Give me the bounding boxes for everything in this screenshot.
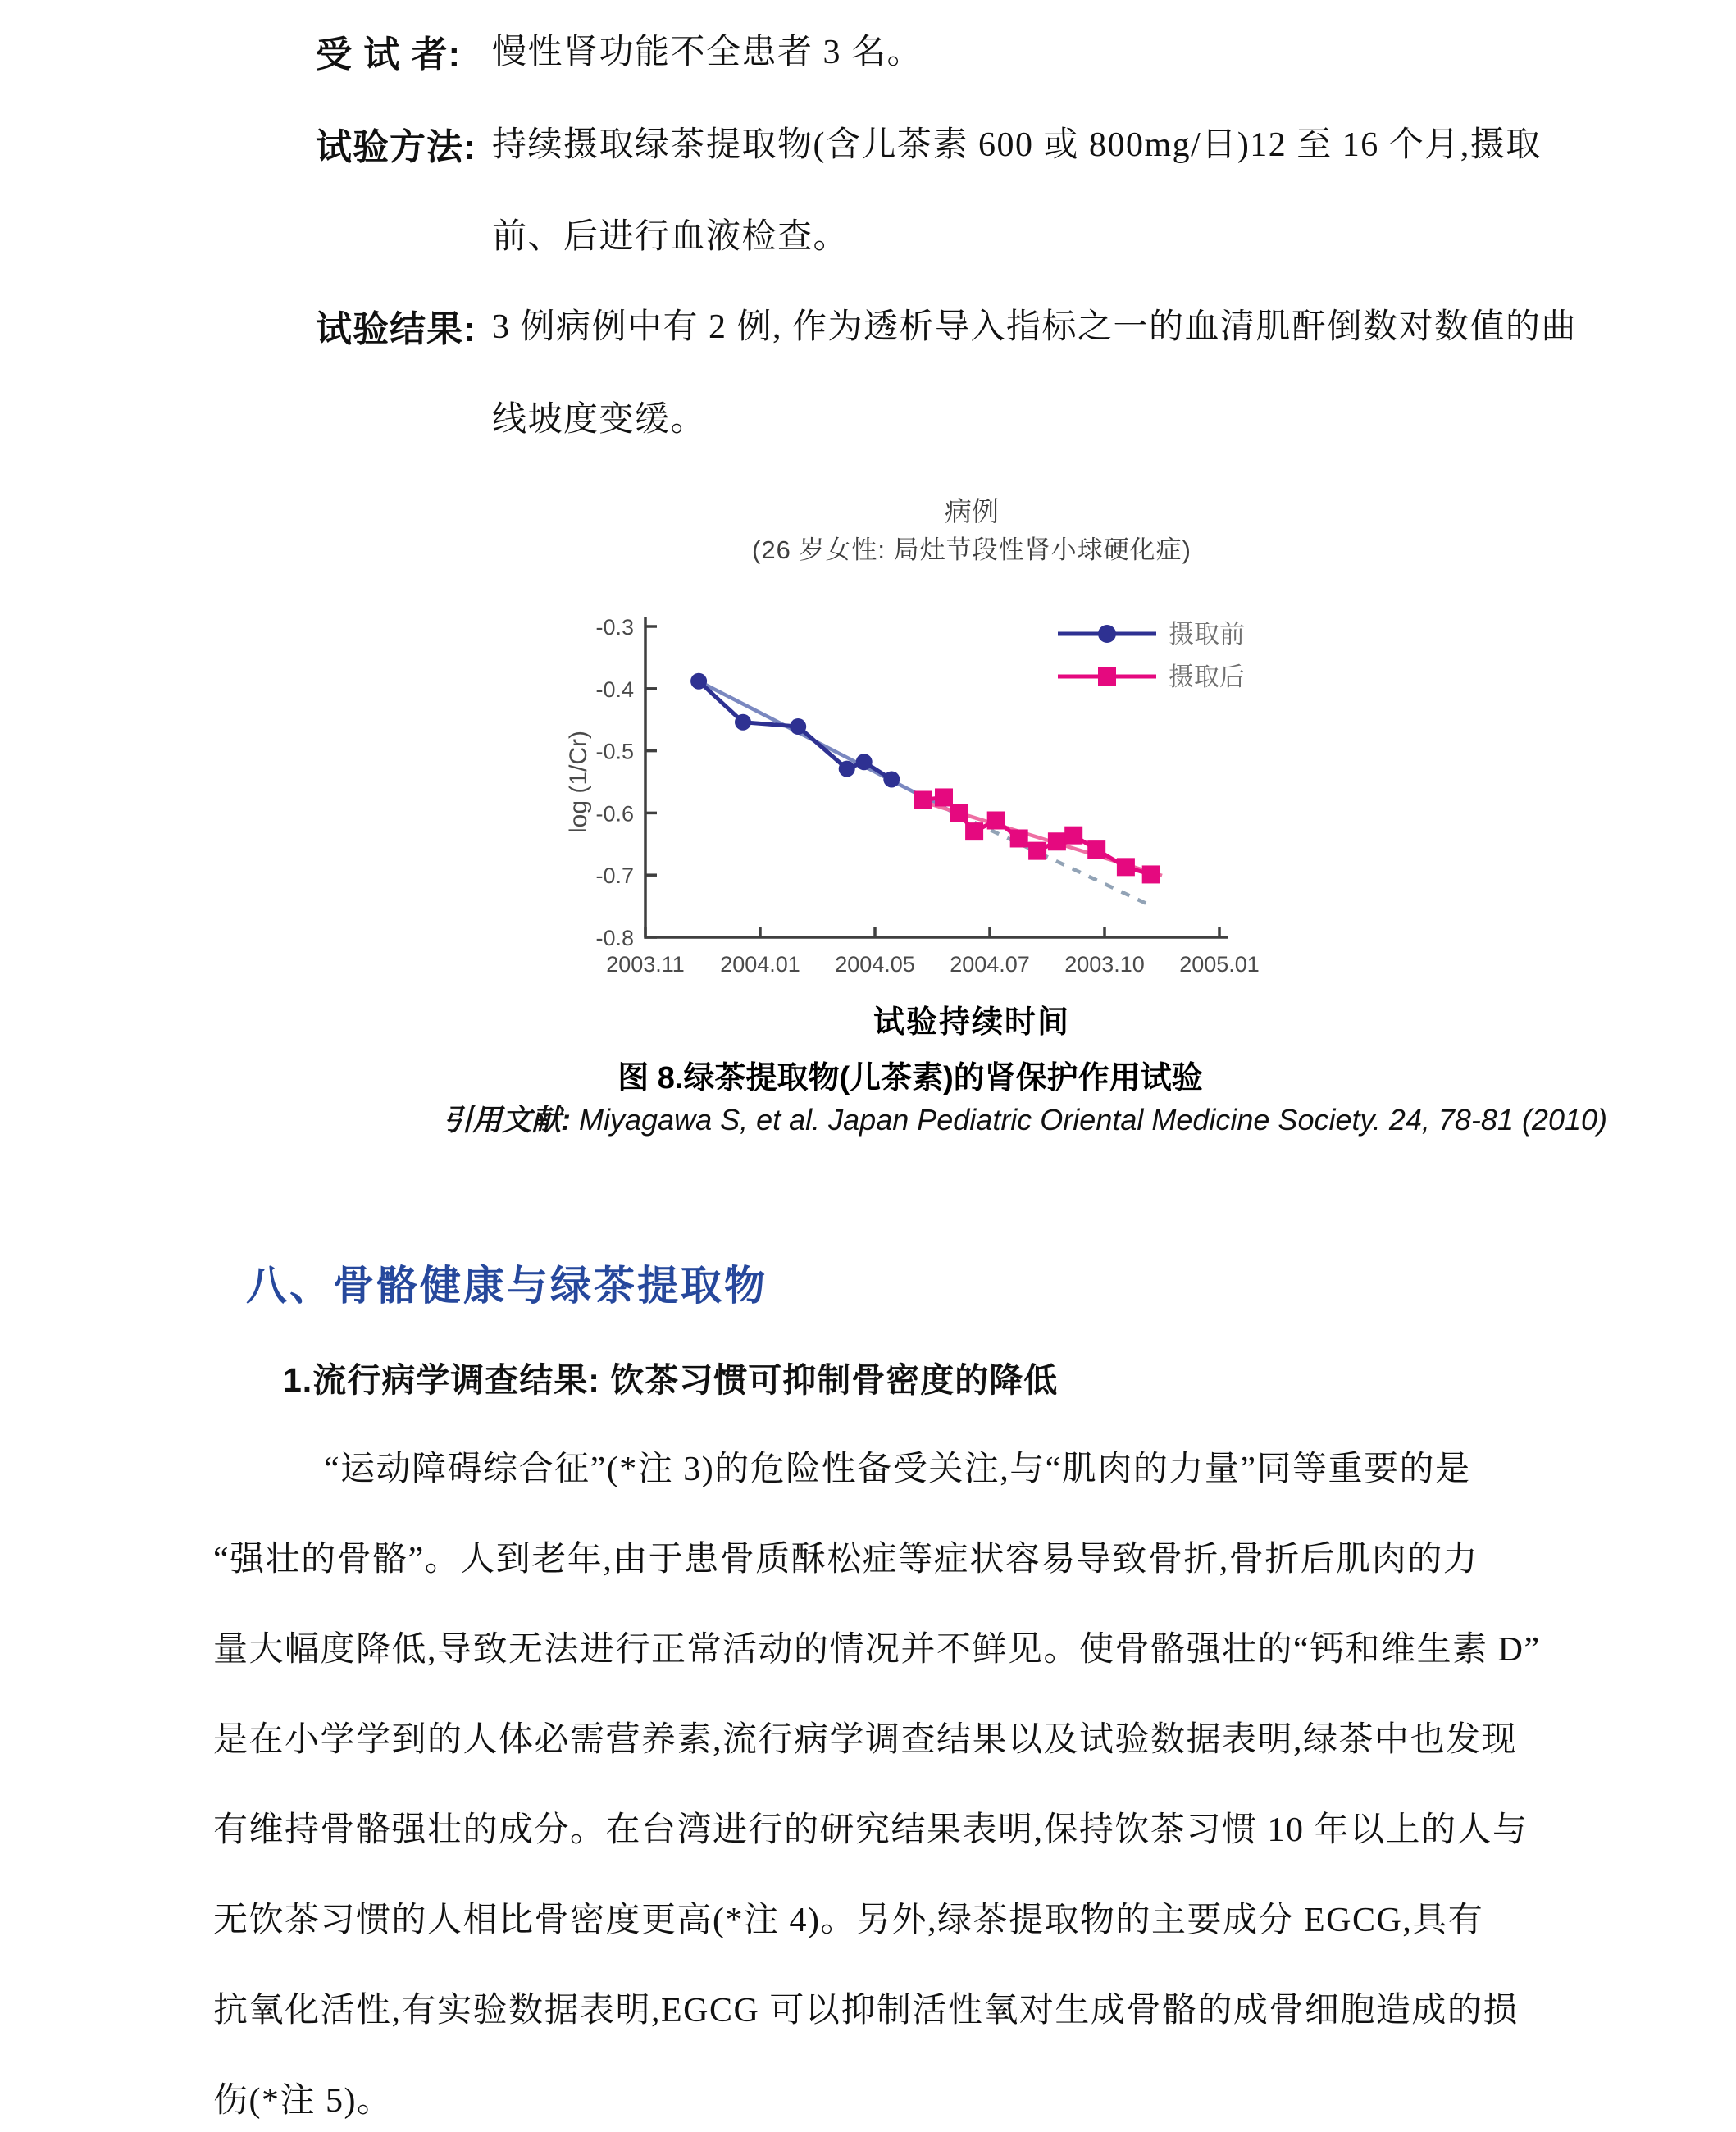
legend-label-0: 摄取前: [1169, 620, 1245, 649]
chart-axes: [645, 617, 1228, 937]
data-point-square: [987, 811, 1005, 829]
data-point-circle: [856, 754, 873, 770]
data-point-square: [1064, 827, 1082, 845]
data-point-square: [1010, 829, 1028, 847]
chart-x-axis-title: 试验持续时间: [873, 1005, 1070, 1040]
field-value-method-1: 持续摄取绿茶提取物(含儿茶素 600 或 800mg/日)12 至 16 个月,摄取: [492, 126, 1542, 164]
citation-text: Miyagawa S, et al. Japan Pediatric Oriental Medicine Society. 24, 78-81 (2010): [579, 1103, 1608, 1137]
data-point-square: [950, 804, 968, 822]
paragraph-line: 量大幅度降低,导致无法进行正常活动的情况并不鲜见。使骨骼强壮的“钙和维生素 D”: [213, 1631, 1541, 1669]
x-tick-label: 2004.07: [950, 952, 1030, 977]
data-point-circle: [735, 714, 751, 731]
figure-chart: [525, 586, 1279, 1041]
section-heading: 八、骨骼健康与绿茶提取物: [246, 1263, 768, 1309]
data-point-square: [935, 788, 953, 806]
data-point-square: [1087, 840, 1105, 859]
paragraph-line: 有维持骨骼强壮的成分。在台湾进行的研究结果表明,保持饮茶习惯 10 年以上的人与: [213, 1811, 1529, 1849]
chart-subtitle: (26 岁女性: 局灶节段性肾小球硬化症): [752, 535, 1192, 564]
paragraph-line: 无饮茶习惯的人相比骨密度更高(*注 4)。另外,绿茶提取物的主要成分 EGCG,具有: [213, 1902, 1484, 1939]
data-point-square: [914, 790, 932, 809]
chart-svg: [525, 586, 1279, 1041]
field-value-subjects: 慢性肾功能不全患者 3 名。: [492, 34, 923, 71]
figure-caption: 图 8.绿茶提取物(儿茶素)的肾保护作用试验: [617, 1061, 1203, 1096]
y-tick-label: -0.6: [595, 801, 634, 827]
data-point-square: [1028, 842, 1046, 860]
x-tick-label: 2005.01: [1179, 952, 1260, 977]
y-tick-label: -0.5: [595, 739, 634, 764]
field-label-subjects: 受 试 者:: [316, 34, 462, 75]
y-tick-label: -0.7: [595, 863, 634, 889]
y-tick-label: -0.4: [595, 676, 634, 702]
legend-marker-square: [1098, 667, 1116, 686]
citation-label: 引用文献:: [443, 1103, 571, 1137]
field-label-result: 试验结果:: [316, 309, 476, 349]
data-point-square: [1048, 832, 1066, 850]
x-tick-label: 2003.10: [1064, 952, 1145, 977]
data-point-circle: [883, 771, 900, 787]
field-value-result-2: 线坡度变缓。: [492, 401, 707, 439]
legend-marker-circle: [1098, 625, 1116, 643]
y-tick-label: -0.8: [595, 926, 634, 950]
paragraph-line: 伤(*注 5)。: [213, 2082, 393, 2120]
paragraph-line: 是在小学学到的人体必需营养素,流行病学调查结果以及试验数据表明,绿茶中也发现: [213, 1721, 1518, 1759]
data-point-square: [1117, 858, 1135, 876]
field-value-method-2: 前、后进行血液检查。: [492, 218, 850, 256]
paragraph-line: 抗氧化活性,有实验数据表明,EGCG 可以抑制活性氧对生成骨骼的成骨细胞造成的损: [213, 1992, 1519, 2029]
chart-title: 病例: [945, 496, 999, 526]
paragraph-line: “运动障碍综合征”(*注 3)的危险性备受关注,与“肌肉的力量”同等重要的是: [324, 1451, 1471, 1488]
data-point-square: [965, 822, 983, 840]
field-value-result-1: 3 例病例中有 2 例, 作为透析导入指标之一的血清肌酐倒数对数值的曲: [492, 308, 1578, 346]
data-point-circle: [790, 718, 806, 735]
field-label-method: 试验方法:: [316, 127, 476, 167]
data-point-circle: [690, 673, 707, 690]
chart-y-axis-title: log (1/Cr): [565, 730, 592, 834]
paragraph-line: “强壮的骨骼”。人到老年,由于患骨质酥松症等症状容易导致骨折,骨折后肌肉的力: [213, 1541, 1479, 1578]
y-tick-label: -0.3: [595, 615, 634, 640]
data-point-square: [1142, 865, 1160, 883]
data-point-circle: [839, 761, 855, 777]
x-tick-label: 2004.05: [835, 952, 915, 977]
x-tick-label: 2004.01: [720, 952, 800, 977]
x-tick-label: 2003.11: [606, 952, 685, 977]
figure-citation: [443, 1097, 1608, 1139]
section-subheading: 1.流行病学调查结果: 饮茶习惯可抑制骨密度的降低: [283, 1361, 1059, 1399]
legend-label-1: 摄取后: [1169, 663, 1245, 691]
